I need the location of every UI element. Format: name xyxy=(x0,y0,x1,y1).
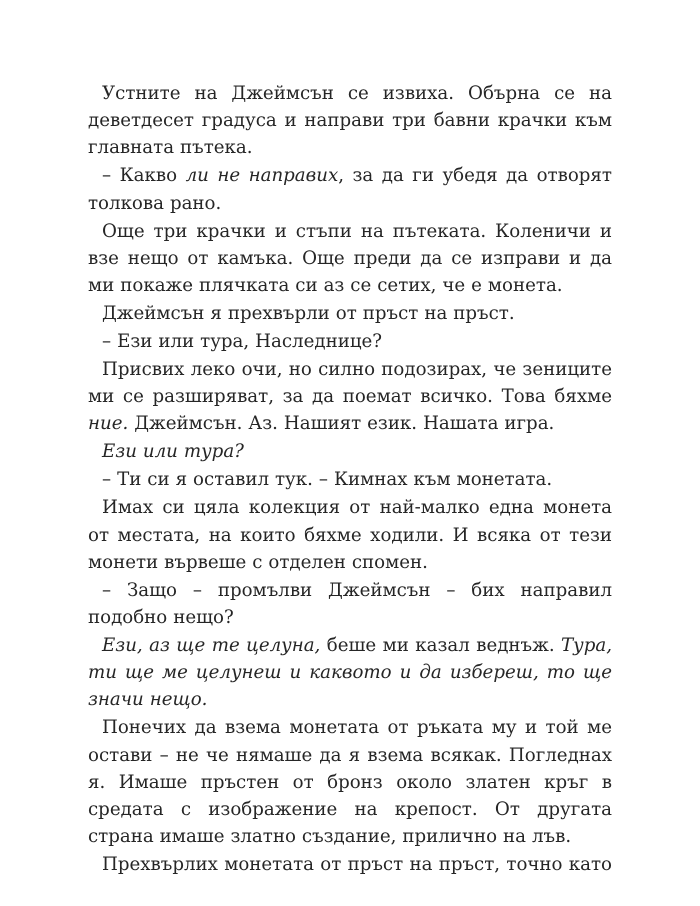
italic-text: Ези, аз ще те целуна, xyxy=(102,635,321,657)
italic-text: Ези или тура? xyxy=(102,441,244,463)
text-run: – Защо – промълви Джеймсън – бих направил подобно нещо? xyxy=(88,579,612,629)
text-run: Имах си цяла колекция от най-малко една монета от местата, на които бяхме ходили. И всяка от тези монети вървеше с отделен спомен. xyxy=(88,497,612,573)
page-text xyxy=(88,80,612,879)
text-run: Прехвърлих монетата от пръст на пръст, точно като xyxy=(102,854,612,876)
paragraph xyxy=(88,466,612,493)
text-run: – Какво xyxy=(102,165,186,187)
paragraph xyxy=(88,300,612,327)
text-run: беше ми казал веднъж. xyxy=(320,635,562,657)
italic-text: ние. xyxy=(88,413,129,435)
paragraph xyxy=(88,356,612,438)
text-run: – Ти си я оставил тук. – Кимнах към монетата. xyxy=(102,469,553,491)
paragraph xyxy=(88,328,612,355)
paragraph xyxy=(88,162,612,216)
paragraph xyxy=(88,218,612,300)
paragraph xyxy=(88,494,612,576)
paragraph xyxy=(88,80,612,162)
text-run: Джеймсън я прехвърли от пръст на пръст. xyxy=(102,303,515,325)
text-run: Още три крачки и стъпи на пътеката. Коленичи и взе нещо от камъка. Още преди да се изправи и да ми покаже плячката си аз се сетих, че е монета. xyxy=(88,220,612,297)
paragraph xyxy=(88,714,612,850)
text-run: – Ези или тура, Наследнице? xyxy=(102,331,383,353)
paragraph xyxy=(88,851,612,878)
paragraph xyxy=(88,438,612,465)
text-run: Присвих леко очи, но силно подозирах, че зениците ми се разширяват, за да поемат всичко. Това бяхме xyxy=(88,359,612,408)
text-run: , за да ги убедя да отворят толкова рано. xyxy=(88,165,612,214)
paragraph xyxy=(88,632,612,714)
italic-text: ли не направих xyxy=(185,165,339,187)
italic-text: Тура, ти ще ме целунеш и каквото и да избереш, то ще значи нещо. xyxy=(88,635,612,711)
text-run: Джеймсън. Аз. Нашият език. Нашата игра. xyxy=(128,413,555,435)
text-run: Понечих да взема монетата от ръката му и той ме остави – не че нямаше да я взема всякак. Погледнах я. Имаше пръстен от бронз около златен кръг в средата с изображение на крепост. От другата страна имаше златно създание, прилично на лъв. xyxy=(88,717,612,848)
text-run: Устните на Джеймсън се извиха. Обърна се на деветдесет градуса и направи три бавни крачки към главната пътека. xyxy=(88,83,612,159)
paragraph xyxy=(88,577,612,631)
